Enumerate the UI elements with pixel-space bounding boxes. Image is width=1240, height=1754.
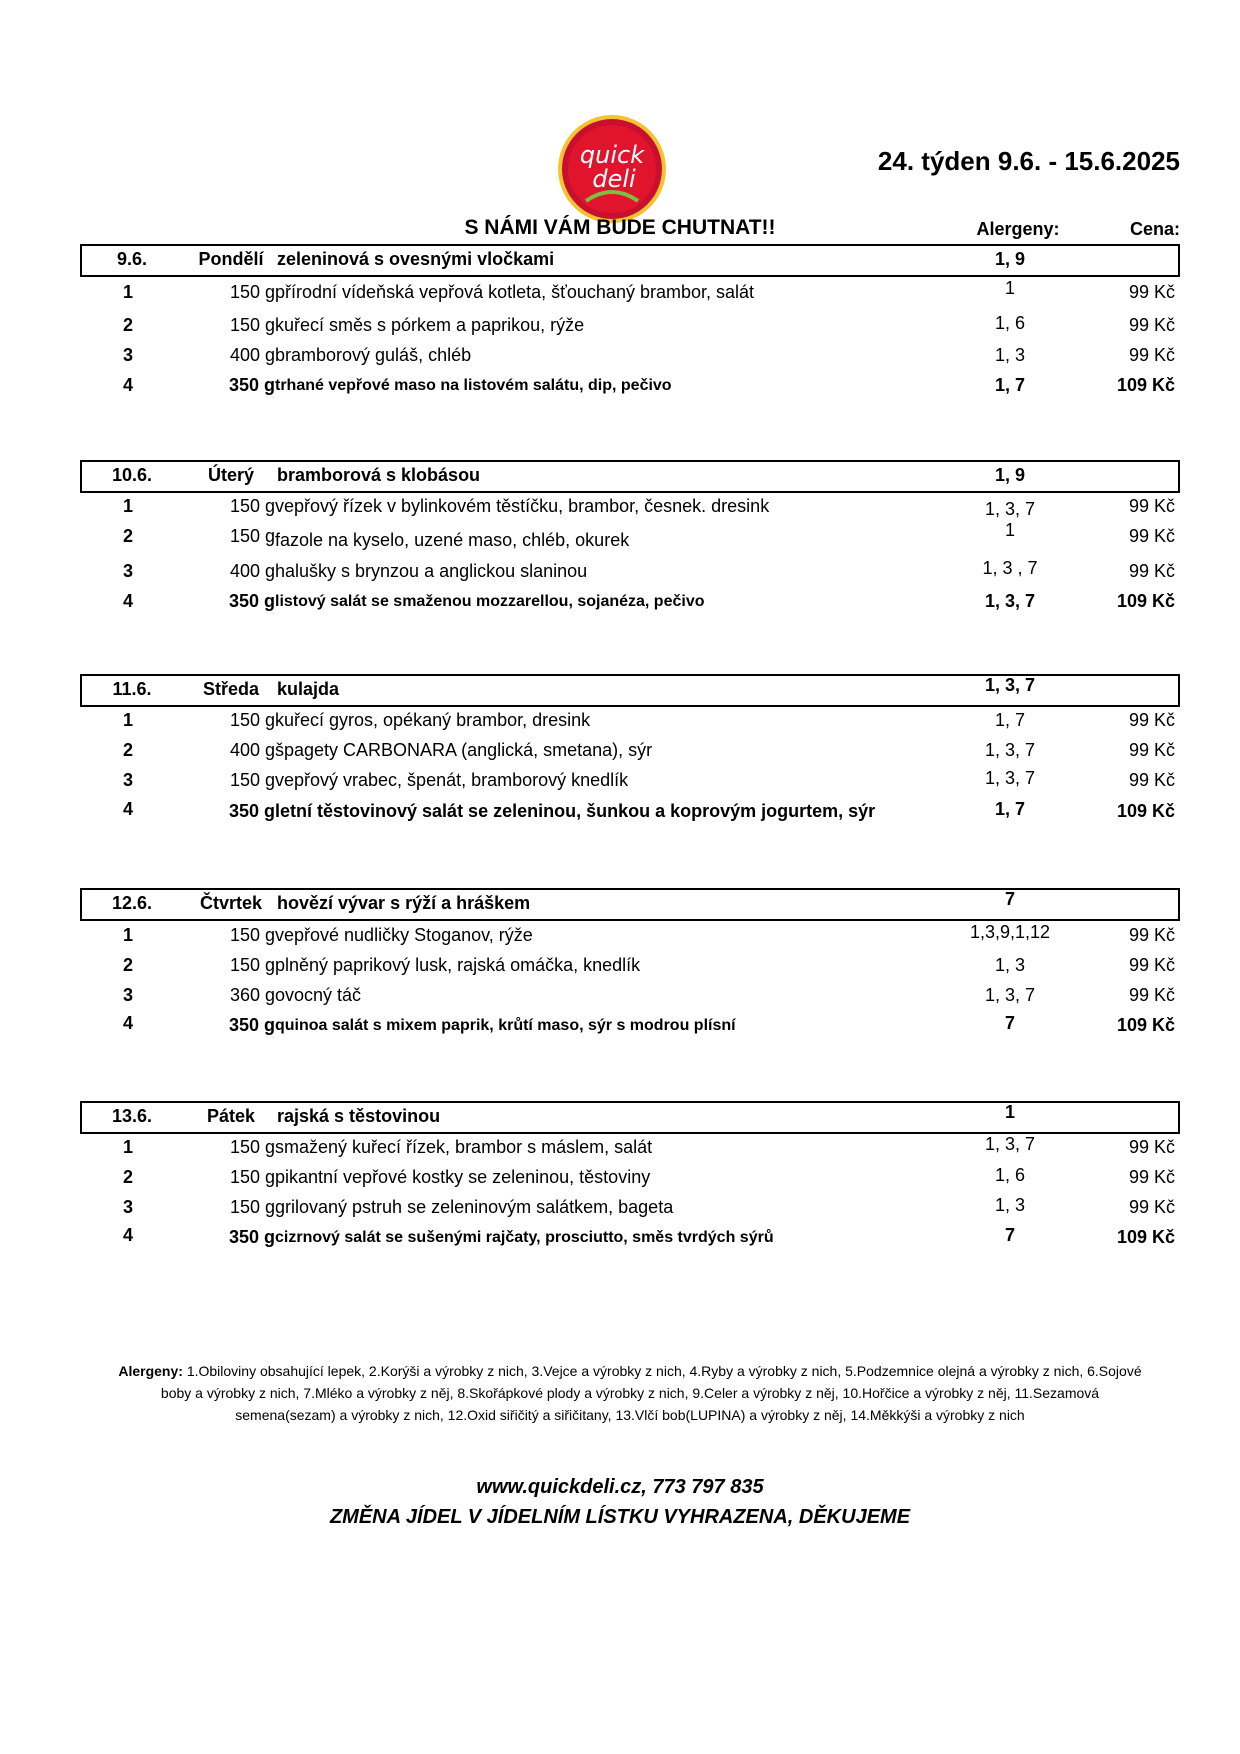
item-name: smažený kuřecí řízek, brambor s máslem, salát: [275, 1137, 653, 1157]
day-date: 10.6.: [111, 465, 153, 485]
item-weight: 360 g: [229, 985, 275, 1005]
item-name: vepřové nudličky Stoganov, rýže: [275, 925, 533, 945]
item-weight: 150 g: [229, 710, 275, 730]
week-title: 24. týden 9.6. - 15.6.2025: [877, 146, 1180, 176]
item-allergens: 1, 3: [994, 345, 1026, 365]
item-weight: 150 g: [229, 526, 275, 546]
footer-note: ZMĚNA JÍDEL V JÍDELNÍM LÍSTKU VYHRAZENA, DĚKUJEME: [329, 1506, 911, 1528]
item-weight: 350 g: [228, 375, 275, 395]
item-price: 99 Kč: [1128, 740, 1175, 760]
item-allergens: 1,3,9,1,12: [969, 922, 1051, 942]
day-block-friday: [80, 1101, 1180, 1247]
menu-item: [80, 801, 1180, 829]
legend-line: boby a výrobky z nich, 7.Mléko a výrobky z něj, 8.Skořápkové plody a výrobky z nich, 9.Celer a výrobky z něj, 10.Hořčice a výrobky z něj, 11.Sezamová: [160, 1385, 1100, 1401]
menu-item: [80, 1015, 1180, 1043]
item-number: 1: [122, 710, 133, 730]
item-name: přírodní vídeňská vepřová kotleta, šťouchaný brambor, salát: [275, 282, 755, 302]
item-allergens: 1, 3, 7: [984, 499, 1036, 519]
item-weight: 400 g: [229, 345, 275, 365]
item-number: 2: [122, 955, 133, 975]
item-price: 99 Kč: [1128, 925, 1175, 945]
logo-graphic: [556, 113, 668, 225]
item-name: kuřecí směs s pórkem a paprikou, rýže: [275, 315, 585, 335]
item-number: 3: [122, 985, 133, 1005]
menu-item: [80, 770, 1180, 798]
menu-item: [80, 558, 1180, 589]
menu-item: [80, 345, 1180, 373]
item-allergens: 1, 3 , 7: [982, 558, 1038, 578]
soup-allergens: 7: [1004, 889, 1015, 909]
day-block-tuesday: [80, 460, 1180, 611]
menu-item: [80, 1227, 1180, 1255]
item-price: 99 Kč: [1128, 561, 1175, 581]
item-number: 4: [122, 591, 133, 611]
soup-allergens: 1, 9: [994, 249, 1026, 269]
soup-name: hovězí vývar s rýží a hráškem: [277, 893, 531, 913]
day-header: [80, 460, 1180, 493]
item-price: 99 Kč: [1128, 710, 1175, 730]
menu-item: [80, 1197, 1180, 1225]
item-number: 3: [122, 561, 133, 581]
menu-item: [80, 1134, 1180, 1165]
item-weight: 400 g: [229, 561, 275, 581]
item-allergens: 7: [1004, 1225, 1015, 1245]
item-number: 2: [122, 526, 133, 546]
day-date: 12.6.: [111, 893, 153, 913]
item-allergens: 1, 6: [994, 1165, 1026, 1185]
item-allergens: 1, 7: [994, 710, 1026, 730]
item-price: 99 Kč: [1128, 315, 1175, 335]
day-name: Středa: [202, 679, 260, 699]
day-name: Pátek: [206, 1106, 256, 1126]
item-weight: 350 g: [228, 1227, 275, 1247]
item-number: 2: [122, 315, 133, 335]
menu-item: [80, 315, 1180, 343]
item-price: 99 Kč: [1128, 282, 1175, 302]
svg-text:deli: deli: [592, 165, 636, 193]
item-name: halušky s brynzou a anglickou slaninou: [275, 561, 588, 581]
day-name: Pondělí: [198, 249, 264, 269]
item-allergens: 7: [1004, 1013, 1015, 1033]
item-allergens: 1, 3: [994, 1195, 1026, 1215]
item-name: ovocný táč: [275, 985, 362, 1005]
item-price: 99 Kč: [1128, 526, 1175, 546]
item-number: 4: [122, 375, 133, 395]
item-price: 99 Kč: [1128, 955, 1175, 975]
item-name: špagety CARBONARA (anglická, smetana), sýr: [275, 740, 653, 760]
menu-item: [80, 520, 1180, 554]
soup-name: bramborová s klobásou: [277, 465, 481, 485]
soup-name: kulajda: [277, 679, 340, 699]
menu-item: [80, 591, 1180, 619]
item-number: 1: [122, 1137, 133, 1157]
legend-line: [80, 1360, 1180, 1382]
item-price: 109 Kč: [1116, 375, 1175, 395]
day-header: [80, 674, 1180, 707]
item-name: listový salát se smaženou mozzarellou, sojanéza, pečivo: [275, 593, 705, 610]
menu-item: [80, 710, 1180, 738]
item-price: 99 Kč: [1128, 770, 1175, 790]
menu-item: [80, 278, 1180, 310]
day-header: [80, 244, 1180, 277]
item-number: 4: [122, 1225, 133, 1245]
item-price: 109 Kč: [1116, 1227, 1175, 1247]
item-name: fazole na kyselo, uzené maso, chléb, okurek: [275, 530, 630, 550]
svg-text:quick: quick: [579, 141, 645, 169]
item-price: 99 Kč: [1128, 1137, 1175, 1157]
item-weight: 150 g: [229, 770, 275, 790]
item-name: vepřový vrabec, špenát, bramborový knedlík: [275, 770, 629, 790]
menu-item: [80, 375, 1180, 403]
legend-label: Alergeny:: [118, 1363, 183, 1379]
price-column-header: Cena:: [1129, 219, 1180, 239]
item-allergens: 1, 3, 7: [984, 985, 1036, 1005]
item-weight: 400 g: [229, 740, 275, 760]
item-price: 99 Kč: [1128, 1197, 1175, 1217]
item-weight: 350 g: [228, 591, 275, 611]
item-price: 109 Kč: [1116, 801, 1175, 821]
legend-text: 1.Obiloviny obsahující lepek, 2.Korýši a výrobky z nich, 3.Vejce a výrobky z nich, 4.Ryby a výrobky z nich, 5.Podzemnice olejná a výrobky z nich, 6.Sojové: [182, 1363, 1142, 1379]
quick-deli-logo: [556, 113, 668, 225]
allergen-legend: [80, 1360, 1180, 1426]
item-weight: 150 g: [229, 1197, 275, 1217]
item-allergens: 1, 7: [994, 375, 1026, 395]
item-name: pikantní vepřové kostky se zeleninou, těstoviny: [275, 1167, 651, 1187]
item-name: plněný paprikový lusk, rajská omáčka, knedlík: [275, 955, 641, 975]
item-weight: 350 g: [228, 1015, 275, 1035]
item-number: 3: [122, 1197, 133, 1217]
item-name: trhané vepřové maso na listovém salátu, dip, pečivo: [275, 377, 672, 394]
menu-item: [80, 955, 1180, 983]
menu-item: [80, 740, 1180, 768]
item-number: 1: [122, 496, 133, 516]
item-name: bramborový guláš, chléb: [275, 345, 472, 365]
day-header: [80, 888, 1180, 921]
item-weight: 150 g: [229, 1137, 275, 1157]
item-price: 99 Kč: [1128, 496, 1175, 516]
item-number: 2: [122, 1167, 133, 1187]
item-price: 109 Kč: [1116, 591, 1175, 611]
day-date: 9.6.: [116, 249, 148, 269]
item-weight: 150 g: [229, 496, 275, 516]
item-number: 4: [122, 799, 133, 819]
item-price: 99 Kč: [1128, 985, 1175, 1005]
allergens-column-header: Alergeny:: [976, 219, 1060, 239]
item-number: 4: [122, 1013, 133, 1033]
legend-line: semena(sezam) a výrobky z nich, 12.Oxid siřičitý a siřičitany, 13.Vlčí bob(LUPINA) a výrobky z něj, 14.Měkkýši a výrobky z nich: [235, 1407, 1025, 1423]
day-block-thursday: [80, 888, 1180, 1035]
day-date: 13.6.: [111, 1106, 153, 1126]
item-name: vepřový řízek v bylinkovém těstíčku, brambor, česnek. dresink: [275, 496, 770, 516]
item-number: 1: [122, 925, 133, 945]
item-allergens: 1, 3, 7: [984, 1134, 1036, 1154]
item-number: 1: [122, 282, 133, 302]
item-weight: 350 g: [228, 801, 275, 821]
item-allergens: 1: [1004, 278, 1015, 298]
slogan: S NÁMI VÁM BUDE CHUTNAT!!: [464, 216, 776, 239]
day-block-wednesday: [80, 674, 1180, 821]
day-date: 11.6.: [112, 679, 152, 699]
day-block-monday: [80, 244, 1180, 395]
item-name: cizrnový salát se sušenými rajčaty, prosciutto, směs tvrdých sýrů: [275, 1229, 774, 1246]
item-number: 3: [122, 770, 133, 790]
soup-name: zeleninová s ovesnými vločkami: [277, 249, 555, 269]
soup-name: rajská s těstovinou: [277, 1106, 441, 1126]
soup-allergens: 1: [1004, 1102, 1015, 1122]
item-allergens: 1, 3, 7: [984, 740, 1036, 760]
menu-item: [80, 985, 1180, 1013]
day-name: Úterý: [207, 465, 255, 485]
item-price: 109 Kč: [1116, 1015, 1175, 1035]
soup-allergens: 1, 3, 7: [984, 675, 1036, 695]
item-price: 99 Kč: [1128, 345, 1175, 365]
item-name: quinoa salát s mixem paprik, krůtí maso, sýr s modrou plísní: [275, 1017, 736, 1034]
item-weight: 150 g: [229, 1167, 275, 1187]
menu-item: [80, 922, 1180, 953]
item-allergens: 1, 3: [994, 955, 1026, 975]
item-weight: 150 g: [229, 925, 275, 945]
item-weight: 150 g: [229, 315, 275, 335]
item-allergens: 1, 6: [994, 313, 1026, 333]
item-weight: 150 g: [229, 955, 275, 975]
item-allergens: 1, 3, 7: [984, 591, 1036, 611]
item-allergens: 1: [1004, 520, 1015, 540]
soup-allergens: 1, 9: [994, 465, 1026, 485]
day-name: Čtvrtek: [199, 893, 263, 913]
item-name: letní těstovinový salát se zeleninou, šunkou a koprovým jogurtem, sýr: [275, 801, 876, 821]
item-name: grilovaný pstruh se zeleninovým salátkem, bageta: [275, 1197, 674, 1217]
item-price: 99 Kč: [1128, 1167, 1175, 1187]
item-allergens: 1, 7: [994, 799, 1026, 819]
contact-info: www.quickdeli.cz, 773 797 835: [476, 1476, 764, 1498]
menu-item: [80, 1167, 1180, 1195]
item-weight: 150 g: [229, 282, 275, 302]
item-number: 3: [122, 345, 133, 365]
item-name: kuřecí gyros, opékaný brambor, dresink: [275, 710, 591, 730]
item-number: 2: [122, 740, 133, 760]
day-header: [80, 1101, 1180, 1134]
item-allergens: 1, 3, 7: [984, 768, 1036, 788]
